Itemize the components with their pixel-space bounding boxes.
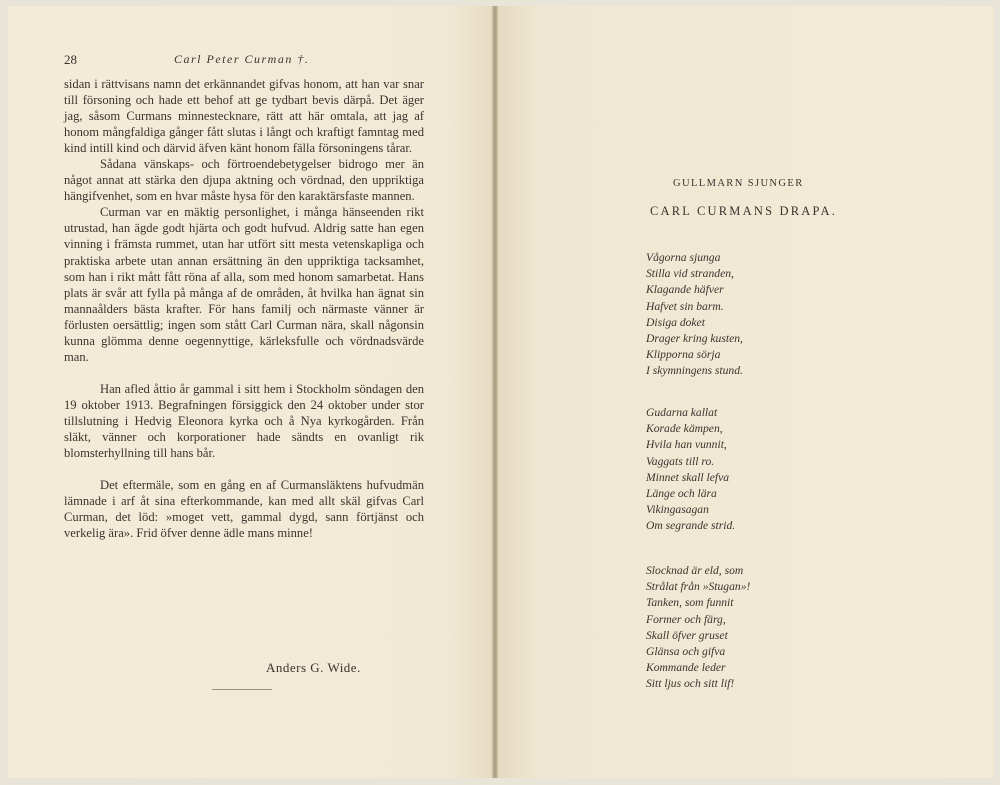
end-rule [212, 689, 272, 690]
verse-line: Hvila han vunnit, [646, 438, 727, 452]
stanza [646, 250, 743, 380]
paragraph: Han afled åttio år gammal i sitt hem i Stockholm söndagen den 19 oktober 1913. Begrafningen försiggick den 24 oktober under stor tillslutning i Hedvig Eleonora kyrka och å Nya kyrkogården. Från släkt, vänner och korporationer hade sändts en ovanligt rik blomsterhyllning till hans bår. [64, 381, 424, 461]
poem-title: CARL CURMANS DRAPA. [650, 204, 838, 218]
verse-line: Disiga doket [646, 315, 705, 329]
verse-line: Former och färg, [646, 612, 726, 626]
paragraph: sidan i rättvisans namn det erkännandet gifvas honom, att han var snar till försoning och hade ett behof att ge tydbart bevis därpå. Det äger jag, såsom Curmans minnestecknare, rätt att här omtala, att jag af honom mångfaldiga gånger fått slutas i långt och kraftigt famntag med kind intill kind och därvid äfven känt honom fälla försoningens tårar. [64, 77, 424, 156]
verse-line: Korade kämpen, [646, 422, 723, 436]
paragraph: Curman var en mäktig personlighet, i många hänseenden rikt utrustad, han ägde godt hjärta och godt hufvud. Aldrig satte han egen vinning i främsta rummet, utan har utfört sitt mesta vetenskapliga och praktiska arbete utan annan ersättning än den uppriktiga tacksamhet, som han i rikt mått fått röna af alla, som med honom samarbetat. Hans plats är svår att fylla på många af de områden, åt hvilka han ägnat sin mannaålders bästa krafter. För hans familj och närmaste vänner är förlusten oersättlig; ingen som stått Carl Curman nära, skall någonsin kunna glömma denne oegennyttige, kärleksfulle och vördnadsvärde man. [64, 205, 424, 364]
running-title: Carl Peter Curman †. [174, 52, 310, 66]
verse-line: Slocknad är eld, som [646, 564, 744, 577]
verse-line: Vikingasagan [646, 503, 709, 517]
running-head [64, 52, 424, 70]
paragraph: Sådana vänskaps- och förtroendebetygelser bidrogo mer än något annat att stärka den djupa aktning och vördnad, den uppriktiga hängifvenhet, som en hvar måste hysa för den karaktärsfaste mannen. [64, 157, 424, 204]
verse-line: Minnet skall lefva [646, 470, 730, 484]
verse-line: Sitt ljus och sitt lif! [646, 677, 735, 691]
verse-line: Strålat från »Stugan»! [646, 580, 751, 594]
verse-line: Vaggats till ro. [646, 454, 715, 468]
author-signature: Anders G. Wide. [266, 660, 361, 675]
verse-line: Tanken, som funnit [646, 596, 734, 610]
poem-superscription: GULLMARN SJUNGER [673, 178, 804, 189]
paragraph: Det eftermäle, som en gång en af Curmansläktens hufvudmän lämnade i arf åt sina efterkommande, kan med allt skäl gifvas Carl Curman, det löd: »moget vett, gammal dygd, sann förtjänst och verkelig ära». Frid öfver denne ädle mans minne! [64, 478, 424, 541]
verse-line: Länge och lära [646, 487, 717, 501]
verse-line: Drager kring kusten, [646, 332, 743, 346]
verse-line: Klagande häfver [646, 283, 724, 297]
stanza [646, 405, 735, 535]
verse-line: Kommande leder [646, 661, 726, 675]
verse-line: I skymningens stund. [646, 364, 743, 378]
book-gutter [492, 6, 498, 778]
verse-line: Glänsa och gifva [646, 645, 726, 659]
page-number: 28 [64, 52, 77, 67]
stanza [646, 563, 750, 693]
verse-line: Vågorna sjunga [646, 251, 721, 264]
verse-line: Skall öfver gruset [646, 628, 728, 642]
verse-line: Klipporna sörja [646, 348, 721, 362]
verse-line: Om segrande strid. [646, 519, 736, 533]
verse-line: Gudarna kallat [646, 406, 718, 419]
verse-line: Stilla vid stranden, [646, 267, 734, 281]
body-text [64, 76, 424, 541]
verse-line: Hafvet sin barm. [646, 299, 724, 313]
